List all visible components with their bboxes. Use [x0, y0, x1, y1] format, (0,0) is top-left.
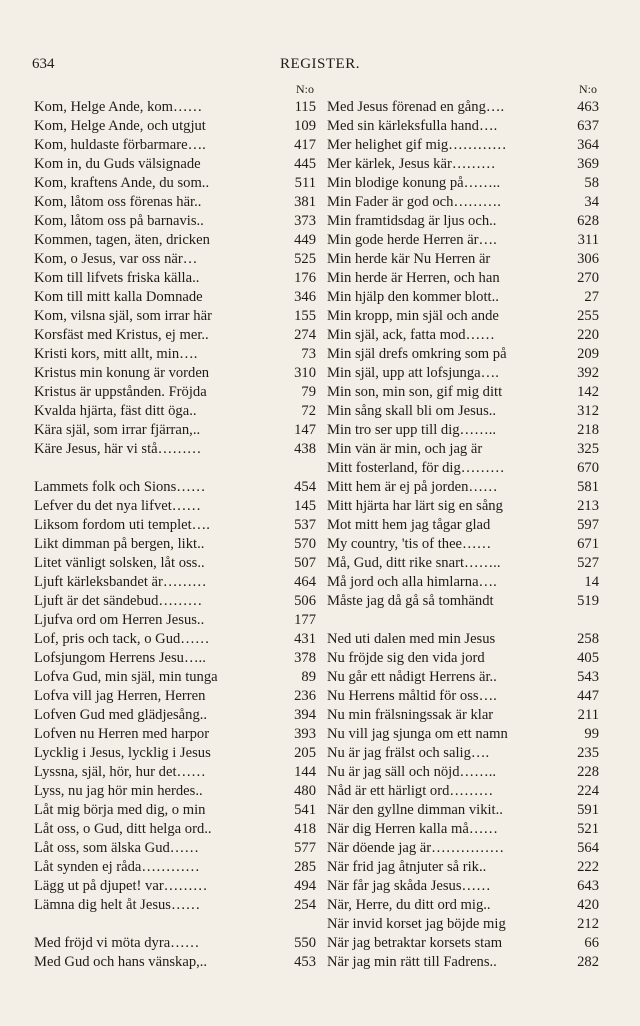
index-entry [34, 402, 316, 421]
index-entry [327, 554, 599, 573]
entry-title: När frid jag åtnjuter så rik.. [327, 859, 487, 875]
entry-number: 519 [577, 593, 599, 609]
index-entry [34, 269, 316, 288]
entry-title: Min själ, ack, fatta mod…… [327, 327, 495, 343]
entry-title: My country, 'tis of thee…… [327, 536, 492, 552]
index-entry [34, 155, 316, 174]
index-entry [34, 231, 316, 250]
entry-title: Lyss, nu jag hör min herdes.. [34, 783, 203, 799]
entry-title: Kom, låtom oss på barnavis.. [34, 213, 204, 229]
entry-title: Ljuft är det sändebud……… [34, 593, 203, 609]
index-entry [34, 763, 316, 782]
entry-title: Nu Herrens måltid för oss…. [327, 688, 497, 704]
entry-number: 211 [577, 707, 599, 723]
entry-number: 34 [584, 194, 599, 210]
entry-title: Ljuft kärleksbandet är……… [34, 574, 207, 590]
index-entry [34, 858, 316, 877]
entry-title: Med Jesus förenad en gång…. [327, 99, 505, 115]
entry-number: 285 [294, 859, 316, 875]
entry-title: Lyssna, själ, hör, hur det…… [34, 764, 206, 780]
index-entry [327, 839, 599, 858]
entry-number: 89 [301, 669, 316, 685]
entry-title: När dig Herren kalla må…… [327, 821, 499, 837]
entry-number: 671 [577, 536, 599, 552]
entry-title: Nu går ett nådigt Herrens är.. [327, 669, 497, 685]
index-entry [34, 687, 316, 706]
entry-title: Korsfäst med Kristus, ej mer.. [34, 327, 209, 343]
entry-number: 310 [294, 365, 316, 381]
entry-title: Med sin kärleksfulla hand…. [327, 118, 498, 134]
entry-title: Lämna dig helt åt Jesus…… [34, 897, 201, 913]
entry-title: Mer kärlek, Jesus kär……… [327, 156, 496, 172]
index-entry [34, 136, 316, 155]
index-entry [34, 611, 316, 630]
entry-number: 637 [577, 118, 599, 134]
index-entry [34, 98, 316, 117]
index-entry [34, 801, 316, 820]
entry-title: Kära själ, som irrar fjärran,.. [34, 422, 201, 438]
entry-number: 58 [584, 175, 599, 191]
entry-title: Kristus är uppstånden. Fröjda [34, 384, 207, 400]
index-entry [327, 231, 599, 250]
entry-number: 176 [294, 270, 316, 286]
entry-title: Min tro ser upp till dig…….. [327, 422, 497, 438]
entry-number: 393 [294, 726, 316, 742]
entry-title: När den gyllne dimman vikit.. [327, 802, 503, 818]
index-entry [34, 307, 316, 326]
entry-number: 447 [577, 688, 599, 704]
entry-list-left [34, 98, 316, 972]
entry-title: Låt oss, som älska Gud…… [34, 840, 199, 856]
entry-title: Kom, vilsna själ, som irrar här [34, 308, 212, 324]
index-entry [34, 953, 316, 972]
entry-number: 325 [577, 441, 599, 457]
index-entry [34, 820, 316, 839]
entry-number: 537 [294, 517, 316, 533]
entry-title: Lammets folk och Sions…… [34, 479, 206, 495]
index-entry [327, 782, 599, 801]
entry-number: 670 [577, 460, 599, 476]
index-entry [34, 668, 316, 687]
index-entry [327, 193, 599, 212]
entry-title: Nu min frälsningssak är klar [327, 707, 494, 723]
index-entry [34, 592, 316, 611]
entry-number: 378 [294, 650, 316, 666]
page-header [0, 56, 640, 76]
entry-title: Låt oss, o Gud, ditt helga ord.. [34, 821, 212, 837]
index-entry [327, 573, 599, 592]
index-entry [327, 725, 599, 744]
index-entry [327, 744, 599, 763]
index-entry [34, 478, 316, 497]
index-entry [34, 649, 316, 668]
entry-title: Nu är jag säll och nöjd…….. [327, 764, 497, 780]
entry-number: 27 [584, 289, 599, 305]
entry-number: 570 [294, 536, 316, 552]
index-entry [327, 136, 599, 155]
entry-title: Nu fröjde sig den vida jord [327, 650, 485, 666]
entry-number: 550 [294, 935, 316, 951]
index-entry [34, 117, 316, 136]
entry-number: 72 [301, 403, 316, 419]
entry-number: 209 [577, 346, 599, 362]
entry-number: 480 [294, 783, 316, 799]
entry-number: 306 [577, 251, 599, 267]
entry-number: 205 [294, 745, 316, 761]
index-entry [327, 345, 599, 364]
index-entry [34, 421, 316, 440]
entry-number: 431 [294, 631, 316, 647]
entry-number: 525 [294, 251, 316, 267]
entry-title: Kristi kors, mitt allt, min…. [34, 346, 198, 362]
entry-number: 417 [294, 137, 316, 153]
entry-number: 254 [294, 897, 316, 913]
entry-title: Lefver du det nya lifvet…… [34, 498, 201, 514]
entry-title: När jag betraktar korsets stam [327, 935, 503, 951]
entry-number: 99 [584, 726, 599, 742]
entry-number: 521 [577, 821, 599, 837]
entry-title: Låt mig börja med dig, o min [34, 802, 206, 818]
index-entry [34, 877, 316, 896]
section-gap [34, 459, 316, 478]
number-column-label: N:o [579, 82, 597, 96]
entry-number: 643 [577, 878, 599, 894]
index-entry [327, 459, 599, 478]
entry-title: Lycklig i Jesus, lycklig i Jesus [34, 745, 211, 761]
index-entry [34, 516, 316, 535]
index-entry [34, 706, 316, 725]
entry-title: Min gode herde Herren är…. [327, 232, 497, 248]
index-entry [34, 896, 316, 915]
entry-title: Kom, o Jesus, var oss när… [34, 251, 198, 267]
index-entry [34, 288, 316, 307]
entry-number: 507 [294, 555, 316, 571]
index-entry [34, 345, 316, 364]
entry-number: 73 [301, 346, 316, 362]
entry-number: 14 [584, 574, 599, 590]
entry-title: Lofven Gud med glädjesång.. [34, 707, 208, 723]
index-entry [327, 858, 599, 877]
entry-title: Må, Gud, ditt rike snart…….. [327, 555, 501, 571]
running-title: REGISTER. [280, 56, 360, 72]
entry-number: 282 [577, 954, 599, 970]
index-entry [34, 440, 316, 459]
entry-number: 445 [294, 156, 316, 172]
entry-number: 464 [294, 574, 316, 590]
index-entry [34, 326, 316, 345]
entry-title: Kom, kraftens Ande, du som.. [34, 175, 210, 191]
entry-title: Må jord och alla himlarna…. [327, 574, 497, 590]
index-entry [34, 554, 316, 573]
entry-number: 541 [294, 802, 316, 818]
index-entry [327, 896, 599, 915]
entry-title: Min själ, upp att lofsjunga…. [327, 365, 499, 381]
index-entry [327, 668, 599, 687]
entry-number: 527 [577, 555, 599, 571]
index-entry [327, 364, 599, 383]
index-entry [327, 421, 599, 440]
index-entry [327, 212, 599, 231]
index-entry [327, 117, 599, 136]
entry-title: Kristus min konung är vorden [34, 365, 210, 381]
index-entry [327, 478, 599, 497]
entry-title: Lofven nu Herren med harpor [34, 726, 210, 742]
entry-number: 109 [294, 118, 316, 134]
index-entry [327, 383, 599, 402]
entry-title: Nåd är ett härligt ord……… [327, 783, 494, 799]
index-entry [327, 820, 599, 839]
entry-number: 145 [294, 498, 316, 514]
index-entry [327, 630, 599, 649]
entry-number: 381 [294, 194, 316, 210]
entry-number: 564 [577, 840, 599, 856]
entry-number: 543 [577, 669, 599, 685]
entry-number: 628 [577, 213, 599, 229]
index-column-right [327, 82, 599, 972]
entry-title: Kom, låtom oss förenas här.. [34, 194, 202, 210]
entry-title: Lägg ut på djupet! var……… [34, 878, 208, 894]
entry-title: Kom in, du Guds välsignade [34, 156, 201, 172]
entry-title: Kom, Helge Ande, och utgjut [34, 118, 206, 134]
entry-title: Måste jag då gå så tomhändt [327, 593, 494, 609]
index-entry [34, 497, 316, 516]
entry-number: 235 [577, 745, 599, 761]
index-entry [34, 250, 316, 269]
entry-title: Min blodige konung på…….. [327, 175, 501, 191]
entry-number: 494 [294, 878, 316, 894]
entry-number: 224 [577, 783, 599, 799]
entry-title: Med Gud och hans vänskap,.. [34, 954, 208, 970]
entry-number: 255 [577, 308, 599, 324]
entry-number: 236 [294, 688, 316, 704]
section-gap [34, 915, 316, 934]
entry-title: Kommen, tagen, äten, dricken [34, 232, 210, 248]
entry-title: Min Fader är god och………. [327, 194, 501, 210]
index-entry [327, 440, 599, 459]
entry-number: 581 [577, 479, 599, 495]
entry-title: Min sång skall bli om Jesus.. [327, 403, 497, 419]
index-entry [327, 174, 599, 193]
entry-number: 218 [577, 422, 599, 438]
index-entry [34, 934, 316, 953]
entry-title: Lofsjungom Herrens Jesu….. [34, 650, 206, 666]
index-entry [327, 592, 599, 611]
entry-title: När får jag skåda Jesus…… [327, 878, 491, 894]
entry-title: Lofva vill jag Herren, Herren [34, 688, 206, 704]
entry-title: Ljufva ord om Herren Jesus.. [34, 612, 205, 628]
entry-title: Mitt hem är ej på jorden…… [327, 479, 498, 495]
entry-title: Nu vill jag sjunga om ett namn [327, 726, 508, 742]
entry-title: När jag min rätt till Fadrens.. [327, 954, 497, 970]
entry-number: 142 [577, 384, 599, 400]
entry-number: 454 [294, 479, 316, 495]
entry-number: 364 [577, 137, 599, 153]
entry-title: Kom till lifvets friska källa.. [34, 270, 200, 286]
index-entry [327, 98, 599, 117]
entry-number: 311 [577, 232, 599, 248]
index-entry [327, 763, 599, 782]
index-entry [327, 953, 599, 972]
index-entry [34, 535, 316, 554]
entry-number: 177 [294, 612, 316, 628]
index-entry [327, 250, 599, 269]
entry-title: Min själ drefs omkring som på [327, 346, 507, 362]
index-entry [34, 573, 316, 592]
index-entry [34, 839, 316, 858]
entry-number: 147 [294, 422, 316, 438]
entry-title: Kom, huldaste förbarmare…. [34, 137, 206, 153]
index-entry [34, 630, 316, 649]
entry-list-right [327, 98, 599, 972]
index-entry [34, 364, 316, 383]
entry-title: Mer helighet gif mig………… [327, 137, 507, 153]
entry-number: 449 [294, 232, 316, 248]
entry-number: 155 [294, 308, 316, 324]
entry-number: 228 [577, 764, 599, 780]
entry-number: 312 [577, 403, 599, 419]
entry-title: Ned uti dalen med min Jesus [327, 631, 496, 647]
entry-title: Min son, min son, gif mig ditt [327, 384, 503, 400]
entry-title: Mitt fosterland, för dig……… [327, 460, 505, 476]
entry-title: Min herde är Herren, och han [327, 270, 500, 286]
entry-number: 392 [577, 365, 599, 381]
entry-number: 577 [294, 840, 316, 856]
index-entry [327, 915, 599, 934]
entry-number: 222 [577, 859, 599, 875]
index-entry [327, 877, 599, 896]
index-entry [327, 307, 599, 326]
entry-title: När döende jag är…………… [327, 840, 505, 856]
entry-number: 258 [577, 631, 599, 647]
entry-number: 213 [577, 498, 599, 514]
entry-number: 591 [577, 802, 599, 818]
entry-title: Min vän är min, och jag är [327, 441, 483, 457]
entry-number: 420 [577, 897, 599, 913]
entry-title: Låt synden ej råda………… [34, 859, 200, 875]
entry-number: 346 [294, 289, 316, 305]
number-column-label: N:o [296, 82, 314, 96]
entry-number: 369 [577, 156, 599, 172]
entry-number: 144 [294, 764, 316, 780]
entry-number: 274 [294, 327, 316, 343]
index-entry [34, 744, 316, 763]
entry-number: 115 [294, 99, 316, 115]
index-entry [34, 212, 316, 231]
entry-title: Mitt hjärta har lärt sig en sång [327, 498, 503, 514]
index-entry [327, 402, 599, 421]
index-entry [327, 535, 599, 554]
entry-number: 79 [301, 384, 316, 400]
entry-title: Min hjälp den kommer blott.. [327, 289, 499, 305]
entry-title: Liksom fordom uti templet…. [34, 517, 210, 533]
entry-number: 394 [294, 707, 316, 723]
entry-title: Mot mitt hem jag tågar glad [327, 517, 491, 533]
index-entry [327, 687, 599, 706]
index-entry [327, 934, 599, 953]
index-entry [327, 269, 599, 288]
index-column-left [34, 82, 316, 972]
index-entry [327, 155, 599, 174]
entry-number: 511 [294, 175, 316, 191]
entry-number: 270 [577, 270, 599, 286]
entry-title: Min herde kär Nu Herren är [327, 251, 491, 267]
entry-number: 463 [577, 99, 599, 115]
entry-title: Kvalda hjärta, fäst ditt öga.. [34, 403, 197, 419]
index-entry [327, 326, 599, 345]
entry-title: Min framtidsdag är ljus och.. [327, 213, 497, 229]
entry-title: När invid korset jag böjde mig [327, 916, 506, 932]
entry-number: 373 [294, 213, 316, 229]
entry-number: 438 [294, 441, 316, 457]
index-entry [327, 497, 599, 516]
entry-number: 418 [294, 821, 316, 837]
entry-title: Kom till mitt kalla Domnade [34, 289, 203, 305]
entry-title: Lofva Gud, min själ, min tunga [34, 669, 218, 685]
entry-number: 212 [577, 916, 599, 932]
index-entry [34, 174, 316, 193]
entry-title: När, Herre, du ditt ord mig.. [327, 897, 491, 913]
index-entry [34, 193, 316, 212]
index-entry [327, 706, 599, 725]
page-number: 634 [32, 56, 55, 72]
index-entry [327, 801, 599, 820]
entry-number: 405 [577, 650, 599, 666]
index-entry [327, 288, 599, 307]
index-entry [34, 725, 316, 744]
entry-number: 506 [294, 593, 316, 609]
entry-title: Nu är jag frälst och salig…. [327, 745, 490, 761]
section-gap [327, 611, 599, 630]
entry-title: Käre Jesus, här vi stå……… [34, 441, 202, 457]
entry-number: 220 [577, 327, 599, 343]
index-entry [327, 649, 599, 668]
entry-title: Likt dimman på bergen, likt.. [34, 536, 205, 552]
entry-title: Min kropp, min själ och ande [327, 308, 499, 324]
entry-title: Kom, Helge Ande, kom…… [34, 99, 203, 115]
index-entry [34, 782, 316, 801]
index-entry [327, 516, 599, 535]
entry-title: Med fröjd vi möta dyra…… [34, 935, 200, 951]
entry-number: 597 [577, 517, 599, 533]
entry-title: Lof, pris och tack, o Gud…… [34, 631, 210, 647]
entry-number: 66 [584, 935, 599, 951]
index-entry [34, 383, 316, 402]
entry-title: Litet vänligt solsken, låt oss.. [34, 555, 205, 571]
entry-number: 453 [294, 954, 316, 970]
